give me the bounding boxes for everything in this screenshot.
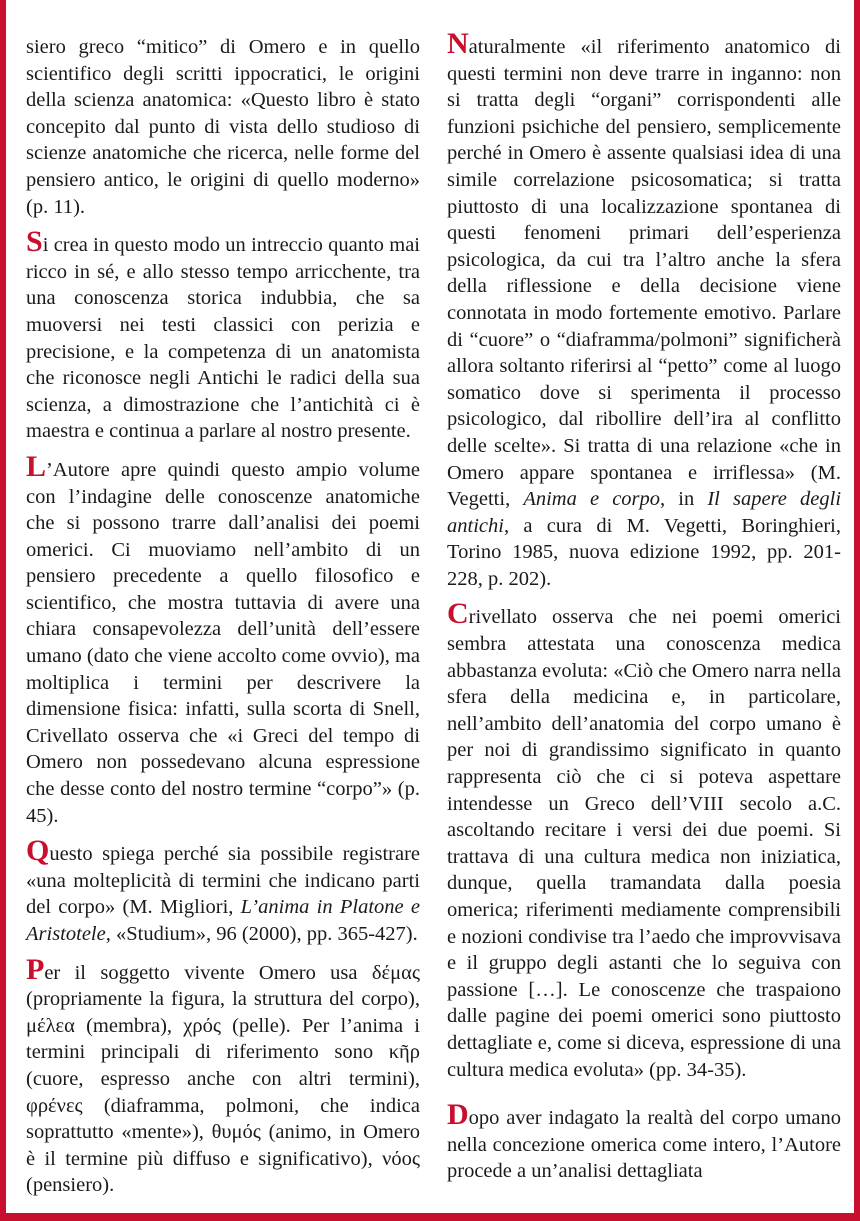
paragraph xyxy=(26,834,420,947)
paragraph-text: , «Studium», 96 (2000), pp. 365-427). xyxy=(105,923,418,945)
paragraph xyxy=(447,27,842,592)
book-title: Anima e corpo xyxy=(523,488,661,511)
drop-initial: P xyxy=(26,952,45,986)
drop-initial: Q xyxy=(26,834,50,868)
paragraph xyxy=(447,1098,841,1185)
paragraph-text: aturalmente «il riferimento anatomico di questi termini non deve trarre in inganno: non si tratta degli “organi” corrispondenti alle funzioni psichiche del pensiero, semplicemente perché in Omero è assente qualsiasi idea di una simile correlazione psicosomatica; si tratta piuttosto di una localizzazione spontanea di questi fenomeni primari dell’esperienza psicologica, da cui tra l’altro anche la sfera della riflessione e della decisione viene connotata in modo fortemente emotivo. Parlare di “cuore” o “diaframma/polmoni” significherà allora soltanto riferirsi al “petto” come al luogo somatico dove si sperimenta il processo psicologico, dal ribollire dell’ira al conflitto delle scelte». Si tratta di una relazione «che in Omero appare spontanea e irriflessa» (M. Vegetti, xyxy=(447,36,841,511)
drop-initial: C xyxy=(447,597,469,631)
paragraph xyxy=(447,597,841,1083)
paragraph-text: ’Autore apre quindi questo ampio volume con l’indagine delle conoscenze anatomiche che si possono trarre dall’analisi dei poemi omerici. Ci muoviamo nell’ambito di un pensiero precedente a quello filosofico e scientifico, che mostra tuttavia di avere una chiara consapevolezza dell’unità dell’essere umano (dato che viene accolto come ovvio), ma moltiplica i termini per descrivere la dimensione fisica: infatti, sulla scorta di Snell, Crivellato osserva che «i Greci del tempo di Omero non possedevano alcuna espressione che desse conto del nostro termine “corpo”» (p. 45). xyxy=(26,458,420,827)
paragraph-text: uesto spiega perché sia possibile registrare «una molteplicità di termini che indicano parti del corpo» (M. Migliori, xyxy=(26,843,420,919)
paragraph xyxy=(26,952,420,1199)
paragraph-text: rivellato osserva che nei poemi omerici sembra attestata una conoscenza medica abbastanza evoluta: «Ciò che Omero narra nella sfera della medicina e, in particolare, nell’ambito dell’anatomia del corpo umano è per noi di grandissimo significato in quanto rappresenta ciò che ci si poteva aspettare intendesse un Greco dell’VIII secolo a.C. ascoltando recitare i versi dei due poemi. Si trattava di una cultura medica non iniziatica, dunque, quella tramandata dalla poesia omerica; riferimenti mediamente comprensibili e nozioni condivise tra l’aedo che improvvisava e il gruppo degli astanti che lo seguiva con passione […]. Le conoscenze che traspaiono dalle pagine dei poemi omerici sono piuttosto dettagliate e, come si diceva, espressione di una cultura medica evoluta» (pp. 34-35). xyxy=(447,606,841,1081)
book-title: Il sapere degli antichi xyxy=(447,488,842,537)
book-title: L’anima in Platone e Aristotele xyxy=(26,896,420,945)
paragraph-text: er il soggetto vivente Omero usa δέμας (propriamente la figura, la struttura del corpo), μέλεα (membra), χρός (pelle). Per l’anima i termini principali di riferimento sono κῆρ (cuore, espresso anche con altri termini), φρένες (diaframma, polmoni, che indica soprattutto «mente»), θυμός (animo, in Omero è il termine più diffuso e significativo), νόος (pensiero). xyxy=(26,961,420,1197)
left-column xyxy=(26,34,420,1211)
drop-initial: N xyxy=(447,27,469,60)
paragraph-text: opo aver indagato la realtà del corpo umano nella concezione omerica come intero, l’Autore procede a un’analisi dettagliata xyxy=(447,1107,841,1183)
drop-initial: D xyxy=(447,1098,469,1132)
paragraph-text: i crea in questo modo un intreccio quanto mai ricco in sé, e allo stesso tempo arricchente, tra una conoscenza storica indubbia, che sa muoversi nei testi classici con perizia e precisione, e la competenza di un anatomista che riconosce negli Antichi le radici della sua scienza, a dimostrazione che l’antichità ci è maestra e continua a parlare al nostro presente. xyxy=(26,234,420,443)
paragraph-text: , a cura di M. Vegetti, Boringhieri, Torino 1985, nuova edizione 1992, pp. 201-228, p. 202). xyxy=(447,514,841,590)
paragraph-text: siero greco “mitico” di Omero e in quello scientifico degli scritti ippocratici, le origini della scienza anatomica: «Questo libro è stato concepito dal punto di vista dello studioso di scienze anatomiche che ricerca, nelle forme del pensiero antico, le origini di quello moderno» (p. 11). xyxy=(26,36,420,218)
paragraph xyxy=(26,225,420,445)
paragraph xyxy=(26,449,420,829)
paragraph-text: , in xyxy=(660,488,708,511)
drop-initial: L xyxy=(26,449,47,483)
paragraph xyxy=(26,34,420,220)
drop-initial: S xyxy=(26,225,43,259)
right-column xyxy=(447,27,842,1197)
